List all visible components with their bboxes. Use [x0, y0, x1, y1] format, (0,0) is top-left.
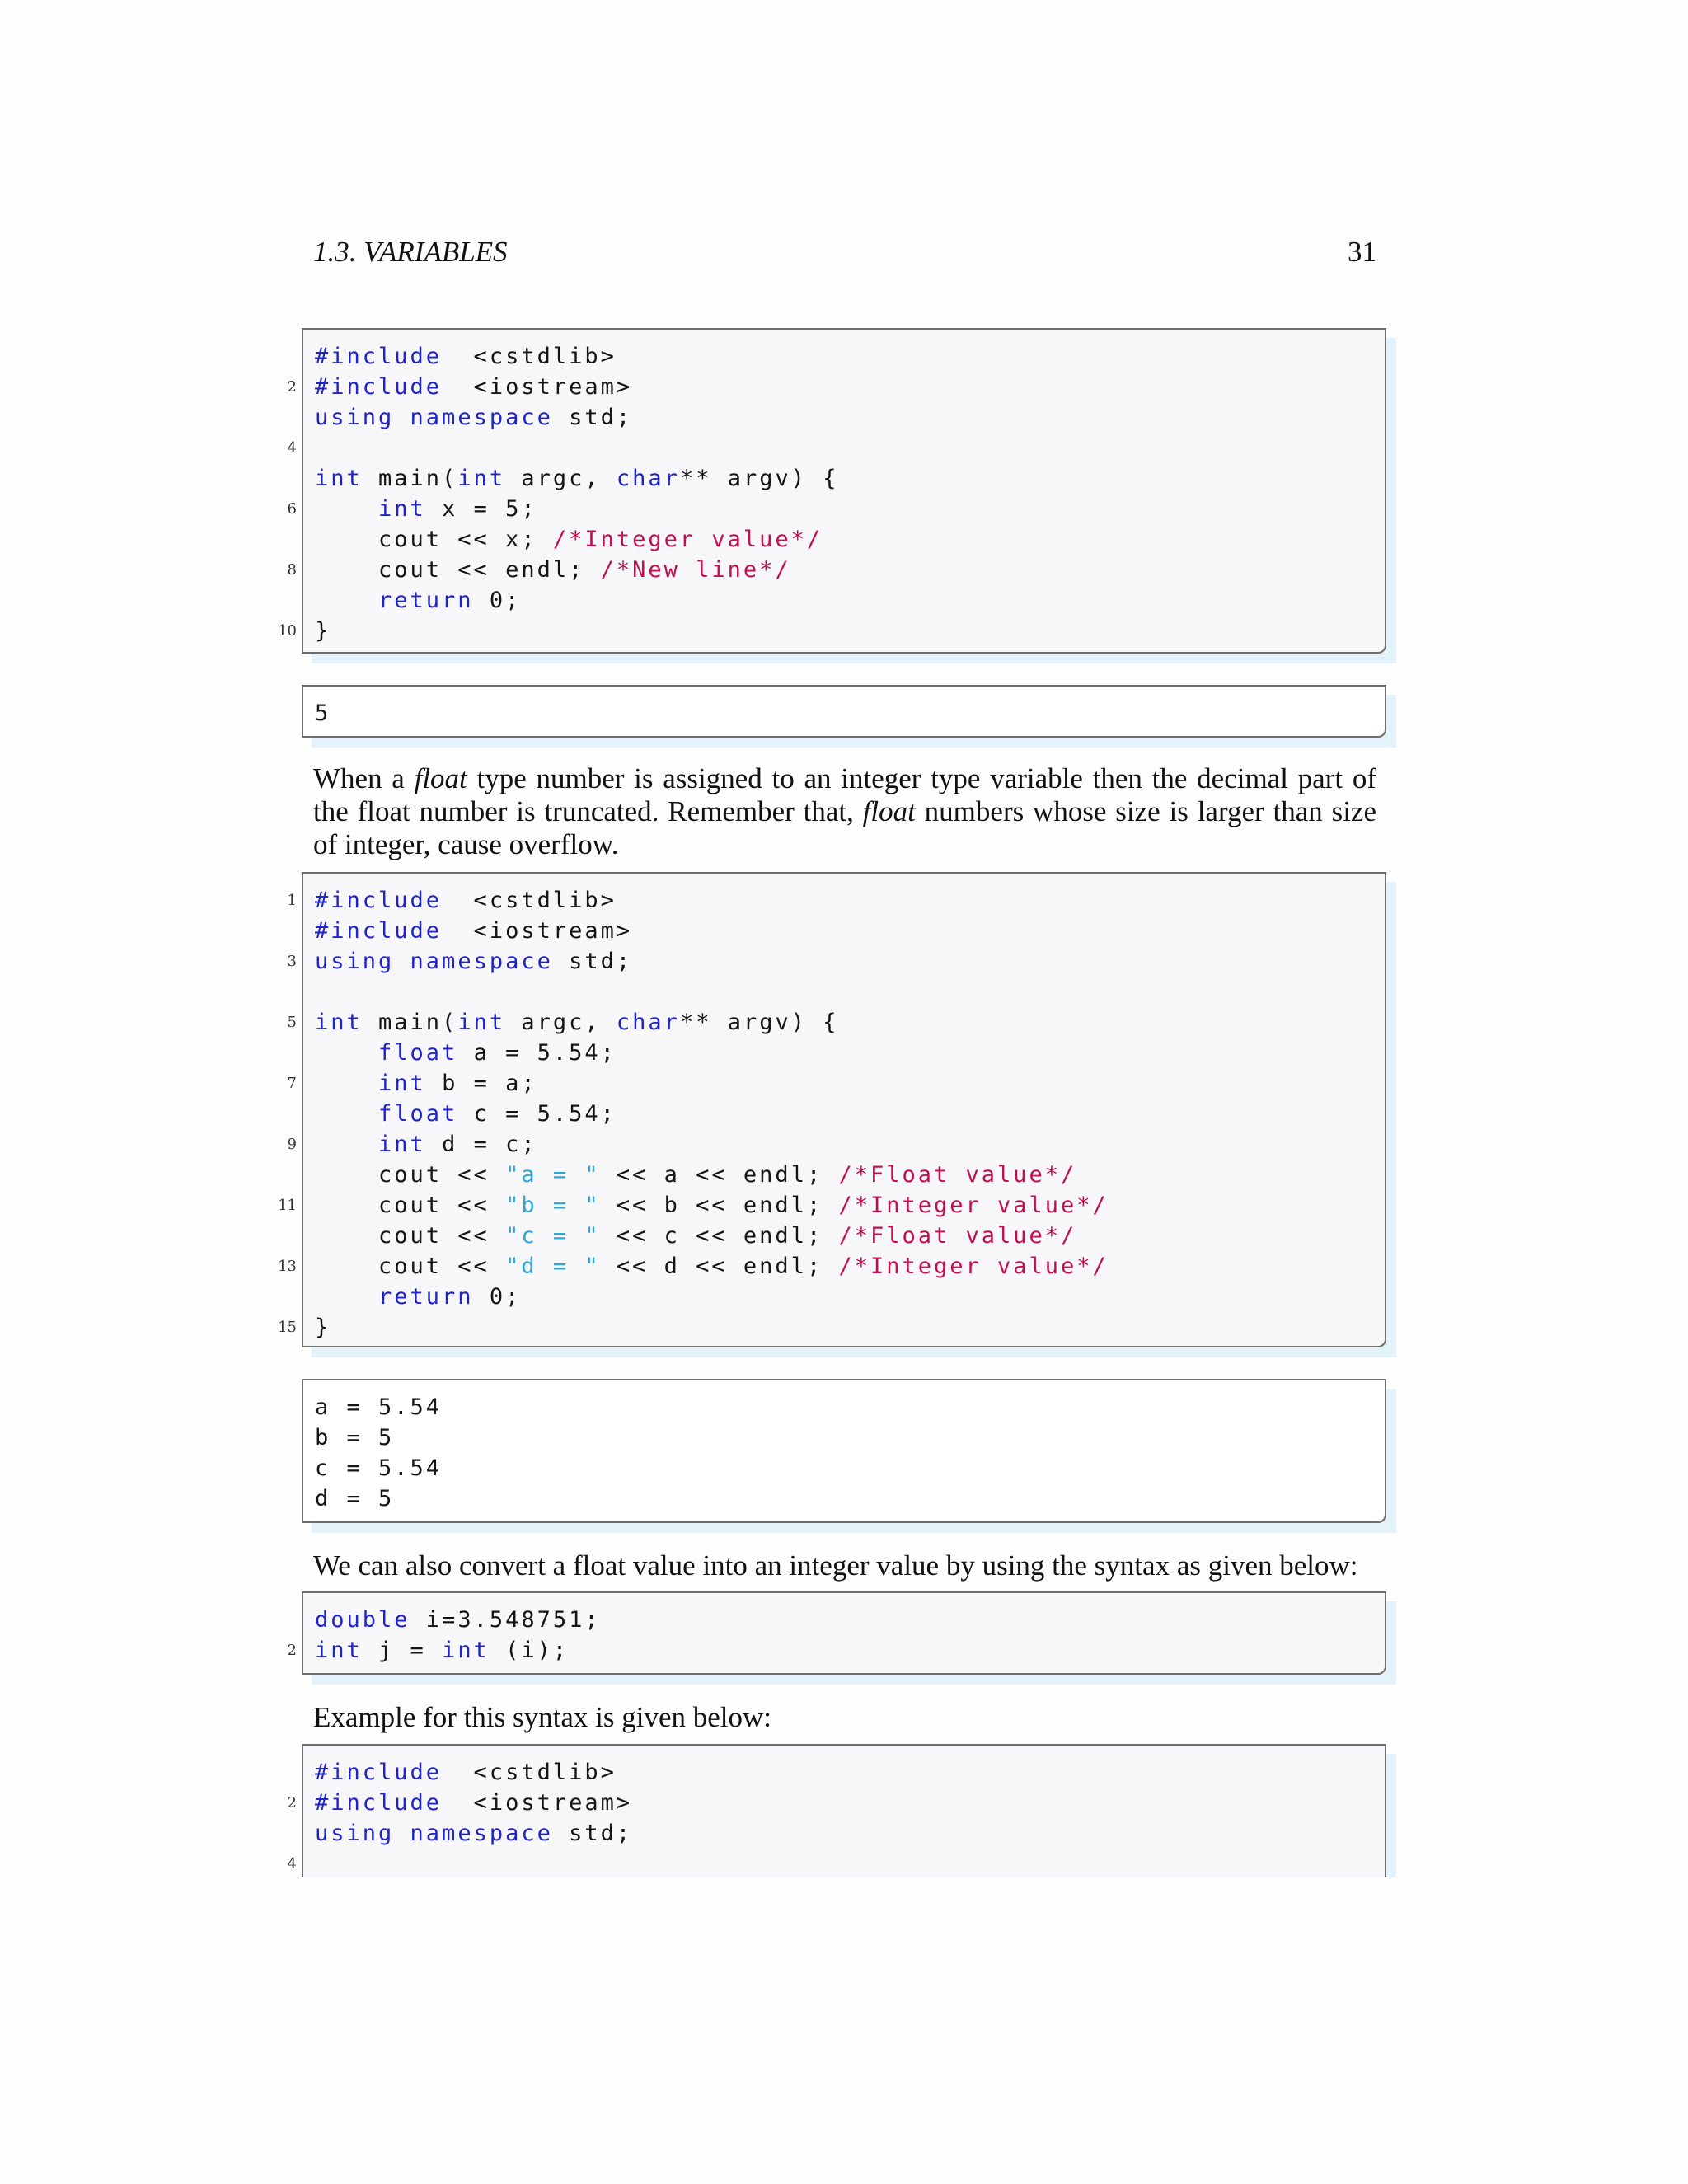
paragraph1-text-run: numbers whose size is larger than size of integer, cause overflow. — [313, 795, 1376, 860]
paragraph-example-intro — [313, 1701, 1376, 1734]
code-string: "c = " — [505, 1223, 601, 1249]
code-keyword: namespace — [410, 1821, 553, 1846]
output-line: 5 — [315, 701, 331, 726]
paragraph3-text-run: Example for this syntax is given below: — [313, 1701, 772, 1733]
code-token: ** argv) { — [679, 466, 839, 491]
code-line — [315, 1757, 617, 1788]
code-line — [315, 524, 823, 555]
code-keyword: int — [315, 1638, 363, 1663]
code-token: 0; — [473, 588, 522, 613]
paragraph1-text-run: float — [862, 795, 916, 827]
code-token: j = — [362, 1638, 443, 1663]
code-token: << d << endl; — [600, 1254, 839, 1279]
code-line — [315, 1129, 537, 1160]
paragraph-conversion-syntax — [313, 1549, 1376, 1582]
code-line — [315, 555, 791, 585]
code-line — [315, 1788, 632, 1818]
code-token: <iostream> — [442, 918, 633, 944]
code-keyword: char — [616, 466, 680, 491]
code-token: } — [315, 618, 331, 644]
code-keyword: int — [457, 1010, 506, 1035]
code-keyword: #include — [315, 1760, 443, 1785]
code-keyword: namespace — [410, 949, 553, 974]
code-keyword: double — [315, 1607, 410, 1633]
code-listing-4 — [287, 1744, 1386, 1877]
code-token: ** argv) { — [679, 1010, 839, 1035]
code-token: cout << — [315, 1223, 506, 1249]
code-token: argc, — [505, 1010, 617, 1035]
code-token: << a << endl; — [600, 1162, 839, 1188]
line-number: 5 — [287, 1014, 297, 1031]
output-line: a = 5.54 — [315, 1394, 443, 1420]
code-line — [315, 1818, 632, 1849]
code-keyword: int — [315, 1010, 363, 1035]
code-token: <cstdlib> — [442, 344, 617, 369]
code-line — [315, 1068, 537, 1099]
code-token — [315, 496, 378, 522]
code-keyword: int — [457, 466, 506, 491]
line-number: 6 — [287, 500, 297, 518]
code-token: <cstdlib> — [442, 888, 617, 913]
code-token — [394, 949, 410, 974]
code-token: b = a; — [425, 1071, 537, 1096]
code-token: std; — [552, 949, 633, 974]
line-number: 2 — [287, 1794, 297, 1811]
code-keyword: #include — [315, 888, 443, 913]
code-token: i=3.548751; — [410, 1607, 601, 1633]
code-token: } — [315, 1315, 331, 1340]
page-number: 31 — [1348, 236, 1376, 268]
code-token: cout << endl; — [315, 557, 601, 583]
code-token: cout << — [315, 1193, 506, 1218]
code-line — [315, 494, 537, 524]
running-header-section: 1.3. VARIABLES — [313, 236, 508, 268]
code-token — [315, 1040, 378, 1066]
line-number: 15 — [278, 1319, 297, 1336]
code-token: std; — [552, 405, 633, 430]
paragraph2-text-run: We can also convert a float value into an integer value by using the syntax as given below: — [313, 1549, 1358, 1582]
code-keyword: int — [378, 1071, 426, 1096]
output-box-1 — [302, 685, 1386, 738]
code-keyword: float — [378, 1101, 458, 1127]
code-token — [315, 1101, 378, 1127]
code-token: cout << — [315, 1162, 506, 1188]
code-token — [315, 588, 378, 613]
code-token: argc, — [505, 466, 617, 491]
code-keyword: return — [378, 588, 474, 613]
code-line — [315, 1312, 331, 1343]
line-number: 2 — [287, 1642, 297, 1659]
code-line — [315, 402, 632, 433]
code-listing-3 — [287, 1591, 1386, 1675]
code-token — [394, 405, 410, 430]
output-box-2 — [302, 1379, 1386, 1523]
line-number: 3 — [287, 953, 297, 970]
line-number: 9 — [287, 1136, 297, 1153]
code-token: x = 5; — [425, 496, 537, 522]
code-keyword: #include — [315, 374, 443, 400]
code-token — [394, 1821, 410, 1846]
line-number: 13 — [278, 1258, 297, 1275]
code-line — [315, 1605, 601, 1635]
code-line — [315, 1190, 1109, 1221]
code-token: 0; — [473, 1284, 522, 1310]
code-keyword: #include — [315, 1790, 443, 1816]
line-number: 11 — [278, 1197, 297, 1214]
code-token: a = 5.54; — [457, 1040, 617, 1066]
code-line — [315, 1038, 617, 1068]
code-token — [315, 1132, 378, 1157]
code-keyword: char — [616, 1010, 680, 1035]
code-keyword: #include — [315, 344, 443, 369]
line-number: 1 — [287, 892, 297, 909]
code-keyword: int — [378, 1132, 426, 1157]
code-listing-1 — [278, 328, 1386, 654]
code-listing-2 — [278, 872, 1386, 1347]
code-keyword: using — [315, 949, 395, 974]
code-string: "b = " — [505, 1193, 601, 1218]
code-line — [315, 1635, 569, 1666]
code-line — [315, 1099, 617, 1129]
code-comment: /*Integer value*/ — [838, 1254, 1109, 1279]
code-keyword: float — [378, 1040, 458, 1066]
code-comment: /*Integer value*/ — [552, 527, 823, 552]
line-number: 2 — [287, 378, 297, 396]
line-number: 4 — [287, 1855, 297, 1872]
code-line — [315, 616, 331, 646]
code-token: c = 5.54; — [457, 1101, 617, 1127]
paragraph-float-truncation — [313, 762, 1376, 861]
code-line — [315, 1282, 521, 1312]
code-comment: /*Float value*/ — [838, 1162, 1077, 1188]
code-token: cout << — [315, 1254, 506, 1279]
code-token: d = c; — [425, 1132, 537, 1157]
code-keyword: using — [315, 405, 395, 430]
code-keyword: using — [315, 1821, 395, 1846]
code-comment: /*Float value*/ — [838, 1223, 1077, 1249]
code-line — [315, 946, 632, 977]
line-number: 4 — [287, 439, 297, 457]
paragraph1-text-run: type number is assigned to an integer type variable then the decimal part of the float number is truncated. Remember that, — [313, 762, 1376, 827]
code-string: "a = " — [505, 1162, 601, 1188]
line-number: 7 — [287, 1075, 297, 1092]
code-token: main( — [362, 466, 458, 491]
line-number: 8 — [287, 561, 297, 579]
output-line: d = 5 — [315, 1486, 395, 1511]
code-token: (i); — [489, 1638, 570, 1663]
paragraph1-text-run: float — [414, 762, 467, 794]
code-comment: /*Integer value*/ — [838, 1193, 1109, 1218]
code-token: std; — [552, 1821, 633, 1846]
code-token: <iostream> — [442, 1790, 633, 1816]
code-token: << b << endl; — [600, 1193, 839, 1218]
code-token: main( — [362, 1010, 458, 1035]
code-line — [315, 1160, 1076, 1190]
code-token — [315, 1284, 378, 1310]
code-keyword: int — [442, 1638, 490, 1663]
line-number: 10 — [278, 622, 297, 640]
code-token: cout << x; — [315, 527, 553, 552]
code-keyword: int — [315, 466, 363, 491]
output-line: c = 5.54 — [315, 1455, 443, 1481]
code-line — [315, 463, 839, 494]
code-string: "d = " — [505, 1254, 601, 1279]
code-comment: /*New line*/ — [600, 557, 791, 583]
code-token: <cstdlib> — [442, 1760, 617, 1785]
code-line — [315, 585, 521, 616]
code-keyword: namespace — [410, 405, 553, 430]
code-line — [315, 1221, 1076, 1251]
code-line — [315, 1251, 1109, 1282]
code-keyword: #include — [315, 918, 443, 944]
code-line — [315, 916, 632, 946]
code-line — [315, 372, 632, 402]
code-line — [315, 341, 617, 372]
code-line — [315, 885, 617, 916]
paragraph1-text-run: When a — [313, 762, 415, 794]
code-token: << c << endl; — [600, 1223, 839, 1249]
code-token — [315, 1071, 378, 1096]
code-line — [315, 1007, 839, 1038]
output-line: b = 5 — [315, 1425, 395, 1451]
code-token: <iostream> — [442, 374, 633, 400]
code-keyword: int — [378, 496, 426, 522]
code-keyword: return — [378, 1284, 474, 1310]
